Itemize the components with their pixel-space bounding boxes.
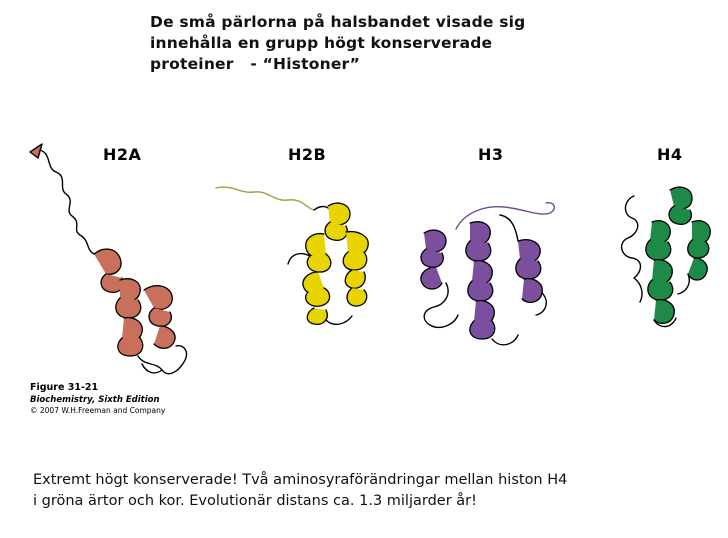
figure-source: Biochemistry, Sixth Edition bbox=[30, 394, 160, 405]
protein-structure-h2b bbox=[210, 160, 400, 380]
page-title bbox=[150, 12, 580, 75]
protein-structure-h4 bbox=[600, 160, 725, 380]
protein-label-h3: H3 bbox=[478, 145, 504, 164]
protein-label-h2b: H2B bbox=[288, 145, 327, 164]
bottom-line-2: i gröna ärtor och kor. Evolutionär distans ca. 1.3 miljarder år! bbox=[33, 493, 477, 510]
figure-credit bbox=[30, 382, 165, 416]
protein-structure-h3 bbox=[400, 155, 590, 385]
protein-structure-h2a bbox=[20, 130, 210, 380]
bottom-note bbox=[33, 470, 703, 512]
protein-label-h4: H4 bbox=[657, 145, 683, 164]
protein-label-h2a: H2A bbox=[103, 145, 142, 164]
title-line-2: innehålla en grupp högt konserverade bbox=[150, 33, 493, 52]
figure-copyright: © 2007 W.H.Freeman and Company bbox=[30, 406, 166, 416]
title-line-3: proteiner - “Histoner” bbox=[150, 54, 361, 73]
title-line-1: De små pärlorna på halsbandet visade sig bbox=[150, 13, 526, 31]
bottom-line-1: Extremt högt konserverade! Två aminosyraförändringar mellan histon H4 bbox=[33, 472, 568, 488]
figure-number: Figure 31-21 bbox=[30, 382, 99, 393]
